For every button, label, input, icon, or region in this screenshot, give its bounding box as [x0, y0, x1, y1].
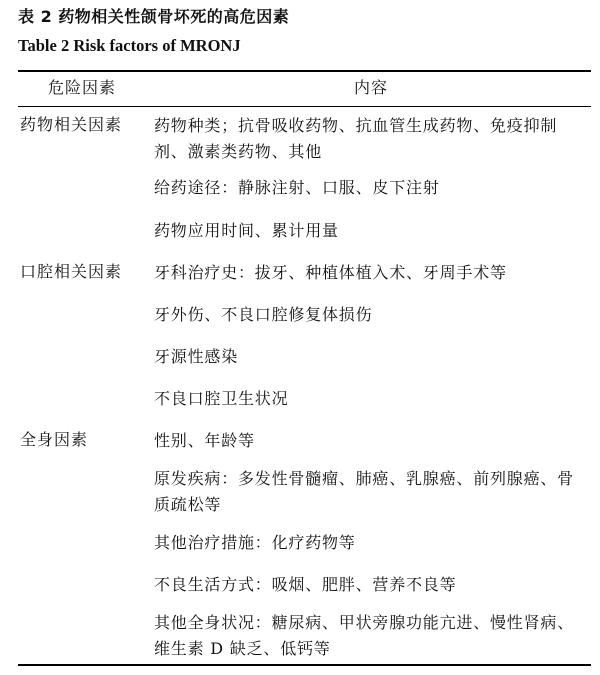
table-cell-sex-age: 性别、年龄等	[154, 431, 255, 450]
table-cell-primary-disease: 原发疾病：多发性骨髓瘤、肺癌、乳腺癌、前列腺癌、骨质疏松等	[154, 469, 575, 514]
table-cell-drug-types: 药物种类；抗骨吸收药物、抗血管生成药物、免疫抑制剂、激素类药物、其他	[154, 116, 558, 161]
category-oral-related: 口腔相关因素	[20, 262, 123, 281]
table-cell-oral-hygiene: 不良口腔卫生状况	[154, 389, 289, 408]
table-cell-administration-route: 给药途径：静脉注射、口服、皮下注射	[154, 178, 440, 197]
table-caption	[18, 6, 289, 57]
table-cell-dental-history: 牙科治疗史：拔牙、种植体植入术、牙周手术等	[154, 263, 507, 282]
table-title-chinese: 表 2 药物相关性颌骨坏死的高危因素	[18, 7, 290, 26]
category-drug-related: 药物相关因素	[20, 115, 123, 134]
table-cell-other-systemic: 其他全身状况：糖尿病、甲状旁腺功能亢进、慢性肾病、维生素 D 缺乏、低钙等	[154, 613, 575, 658]
table-cell-odontogenic-infection: 牙源性感染	[154, 347, 239, 366]
column-header-content: 内容	[354, 78, 389, 97]
table-cell-duration-dose: 药物应用时间、累计用量	[154, 221, 339, 240]
table-cell-dental-trauma: 牙外伤、不良口腔修复体损伤	[154, 305, 373, 324]
table-cell-other-treatment: 其他治疗措施：化疗药物等	[154, 533, 356, 552]
category-systemic: 全身因素	[20, 430, 89, 449]
table-bottom-rule	[18, 664, 591, 666]
table-title-english: Table 2 Risk factors of MRONJ	[18, 36, 241, 55]
table-header-rule	[18, 106, 591, 107]
table-cell-lifestyle: 不良生活方式：吸烟、肥胖、营养不良等	[154, 575, 457, 594]
column-header-risk-factor: 危险因素	[48, 78, 117, 97]
table-top-rule	[18, 70, 591, 72]
